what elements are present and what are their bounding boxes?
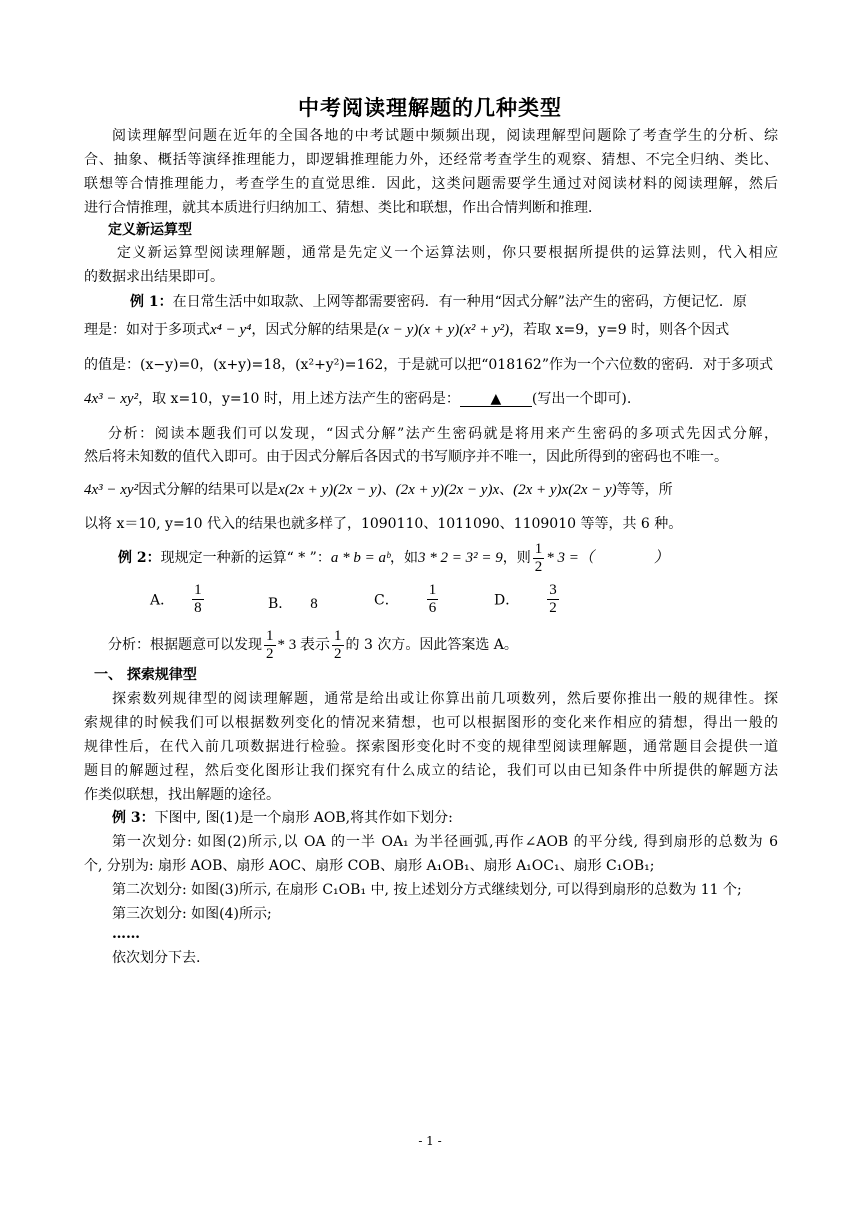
example1-label: 例 1： — [130, 294, 173, 310]
analysis2-text-c: 的 3 次方。因此答案选 A。 — [345, 637, 518, 653]
fraction-denominator: 2 — [549, 600, 557, 616]
example2-definition: a * b = aᵇ — [330, 550, 391, 566]
example1-text-4a: ，取 x=10，y=10 时，用上述方法产生的密码是： — [138, 391, 460, 407]
option-b-value: 8 — [310, 596, 318, 612]
example2-fraction — [533, 541, 545, 576]
example1-text-2b: ，因式分解的结果是 — [251, 322, 378, 338]
intro-line-4: 进行合情推理，就其本质进行归纳加工、猜想、类比和联想，作出合情判断和推理． — [84, 200, 602, 216]
option-c[interactable] — [374, 582, 440, 617]
analysis2-text-b: * 3 表示 — [277, 637, 331, 653]
fraction-denominator: 6 — [428, 600, 437, 616]
option-a[interactable] — [150, 582, 206, 617]
fraction-numerator: 1 — [428, 582, 437, 598]
option-d[interactable] — [494, 582, 561, 617]
analysis1-poly: 4x³ − xy² — [84, 482, 139, 498]
fraction-denominator: 2 — [334, 645, 342, 662]
example2-text-c: ，则 — [502, 550, 531, 566]
fraction-denominator: 2 — [534, 558, 543, 575]
section2-heading: 一、 探索规律型 — [94, 667, 197, 683]
example2-sample: 3 * 2 = 3² = 9 — [418, 550, 503, 566]
example1-text-1: 在日常生活中如取款、上网等都需要密码．有一种用“因式分解”法产生的密码，方便记忆．原 — [172, 294, 747, 310]
fraction-numerator: 3 — [549, 582, 557, 598]
analysis1-line-1: 分析：阅读本题我们可以发现，“因式分解”法产生密码就是将用来产生密码的多项式先因式分解， — [108, 426, 778, 442]
section2-desc-line-2: 索规律的时候我们可以根据数列变化的情况来猜想，也可以根据图形的变化来作相应的猜想，得出一般的 — [84, 715, 778, 731]
fraction-numerator: 1 — [194, 582, 202, 598]
option-c-fraction — [427, 582, 439, 617]
intro-line-3: 联想等合情推理能力，考查学生的直觉思维．因此，这类问题需要学生通过对阅读材料的阅读理解，然后 — [84, 176, 778, 192]
section2-desc-line-5: 作类似联想，找出解题的途径。 — [84, 787, 280, 803]
example2-tail: * 3 =（ ） — [546, 550, 669, 566]
option-d-letter: D． — [494, 592, 520, 609]
example1-text-2a: 理是：如对于多项式 — [84, 322, 210, 338]
section1-desc-line-2: 的数据求出结果即可。 — [84, 269, 224, 285]
example3-intro-line — [112, 810, 806, 826]
page-title: 中考阅读理解题的几种类型 — [298, 96, 562, 120]
analysis1-line-3 — [84, 482, 778, 498]
example3-step3: 第三次划分: 如图(4)所示; — [112, 906, 272, 922]
analysis1-result-2: (2x + y)(2x − y)x — [395, 482, 500, 498]
section1-heading: 定义新运算型 — [108, 222, 192, 238]
example1-text-4b: (写出一个即可). — [531, 391, 632, 407]
intro-line-1: 阅读理解型问题在近年的全国各地的中考试题中频频出现，阅读理解型问题除了考查学生的分析、综 — [112, 128, 778, 144]
example1-line-4 — [84, 391, 778, 407]
example3-end: 依次划分下去. — [112, 950, 201, 966]
example1-poly-2: 4x³ − xy² — [84, 391, 139, 407]
example3-ellipsis: …… — [112, 926, 140, 942]
example1-line-2 — [84, 322, 778, 338]
analysis1-sep-1: 、 — [381, 482, 396, 498]
analysis1-result-3: (2x + y)x(2x − y) — [513, 482, 617, 498]
answer-blank[interactable] — [460, 392, 532, 407]
example1-factor-result: (x − y)(x + y)(x² + y²) — [377, 322, 510, 338]
analysis1-result-1: x(2x + y)(2x − y) — [278, 482, 382, 498]
section1-desc-line-1: 定义新运算型阅读理解题，通常是先定义一个运算法则，你只要根据所提供的运算法则，代入相应 — [117, 245, 778, 261]
example1-line-3: 的值是：(x−y)=0，(x+y)=18，(x²+y²)=162，于是就可以把“018162”作为一个六位数的密码．对于多项式 — [84, 357, 773, 373]
analysis2-fraction-2 — [332, 628, 344, 663]
fraction-numerator: 1 — [334, 627, 342, 644]
example3-step2: 第二次划分: 如图(3)所示, 在扇形 C₁OB₁ 中, 按上述划分方式继续划分, 可以得到扇形的总数为 11 个; — [112, 882, 742, 898]
option-a-fraction — [192, 582, 204, 617]
analysis1-line-4: 以将 x＝10, y=10 代入的结果也就多样了，1090110、1011090、1109010 等等，共 6 种。 — [84, 516, 683, 532]
example1-text-2c: ，若取 x=9，y=9 时，则各个因式 — [509, 322, 730, 338]
example2-text-a: 现规定一种新的运算“ * ”： — [160, 550, 331, 566]
option-c-letter: C． — [374, 592, 399, 609]
analysis1-sep-2: 、 — [499, 482, 514, 498]
analysis2-line — [108, 627, 778, 663]
example2-line — [118, 540, 778, 576]
intro-line-2: 合、抽象、概括等演绎推理能力，即逻辑推理能力外，还经常考查学生的观察、猜想、不完全归纳、类比、 — [84, 152, 778, 168]
triangle-marker-icon: ▲ — [490, 391, 502, 407]
section2-desc-line-1: 探索数列规律型的阅读理解题，通常是给出或让你算出前几项数列，然后要你推出一般的规律性。探 — [112, 691, 778, 707]
example2-label: 例 2： — [118, 550, 161, 566]
section2-desc-line-4: 题目的解题过程，然后变化图形让我们探究有什么成立的结论，我们可以由已知条件中所提供的解题方法 — [84, 763, 778, 779]
fraction-numerator: 1 — [534, 540, 543, 557]
page-number: - 1 - — [418, 1134, 442, 1148]
example1-line-1 — [130, 294, 778, 310]
example3-intro: 下图中, 图(1)是一个扇形 AOB,将其作如下划分: — [154, 810, 453, 826]
example3-step1-line-2: 个, 分别为: 扇形 AOB、扇形 AOC、扇形 COB、扇形 A₁OB₁、扇形 A₁OC₁、扇形 C₁OB₁; — [84, 858, 655, 874]
analysis1-text-3a: 因式分解的结果可以是 — [138, 482, 279, 498]
option-d-fraction — [547, 582, 559, 617]
section2-desc-line-3: 规律性后，在代入前几项数据进行检验。探索图形变化时不变的规律型阅读理解题，通常题目会提供一道 — [84, 739, 778, 755]
analysis1-text-3b: 等等，所 — [616, 482, 673, 498]
analysis2-text-a: 分析：根据题意可以发现 — [108, 637, 262, 653]
fraction-denominator: 8 — [194, 600, 202, 616]
example3-step1-line-1: 第一次划分: 如图(2)所示,以 OA 的一半 OA₁ 为半径画弧,再作∠AOB 的平分线, 得到扇形的总数为 6 — [112, 834, 778, 850]
analysis2-fraction-1 — [264, 628, 276, 663]
option-b[interactable] — [268, 593, 318, 613]
option-b-letter: B． — [268, 596, 293, 612]
option-a-letter: A． — [150, 592, 175, 609]
example3-label: 例 3： — [112, 810, 155, 826]
analysis1-line-2: 然后将未知数的值代入即可。由于因式分解后各因式的书写顺序并不唯一，因此所得到的密码也不唯一。 — [84, 449, 728, 465]
example1-poly-1: x⁴ − y⁴ — [210, 322, 252, 338]
fraction-numerator: 1 — [266, 627, 274, 644]
example2-text-b: ，如 — [390, 550, 419, 566]
fraction-denominator: 2 — [266, 645, 274, 662]
